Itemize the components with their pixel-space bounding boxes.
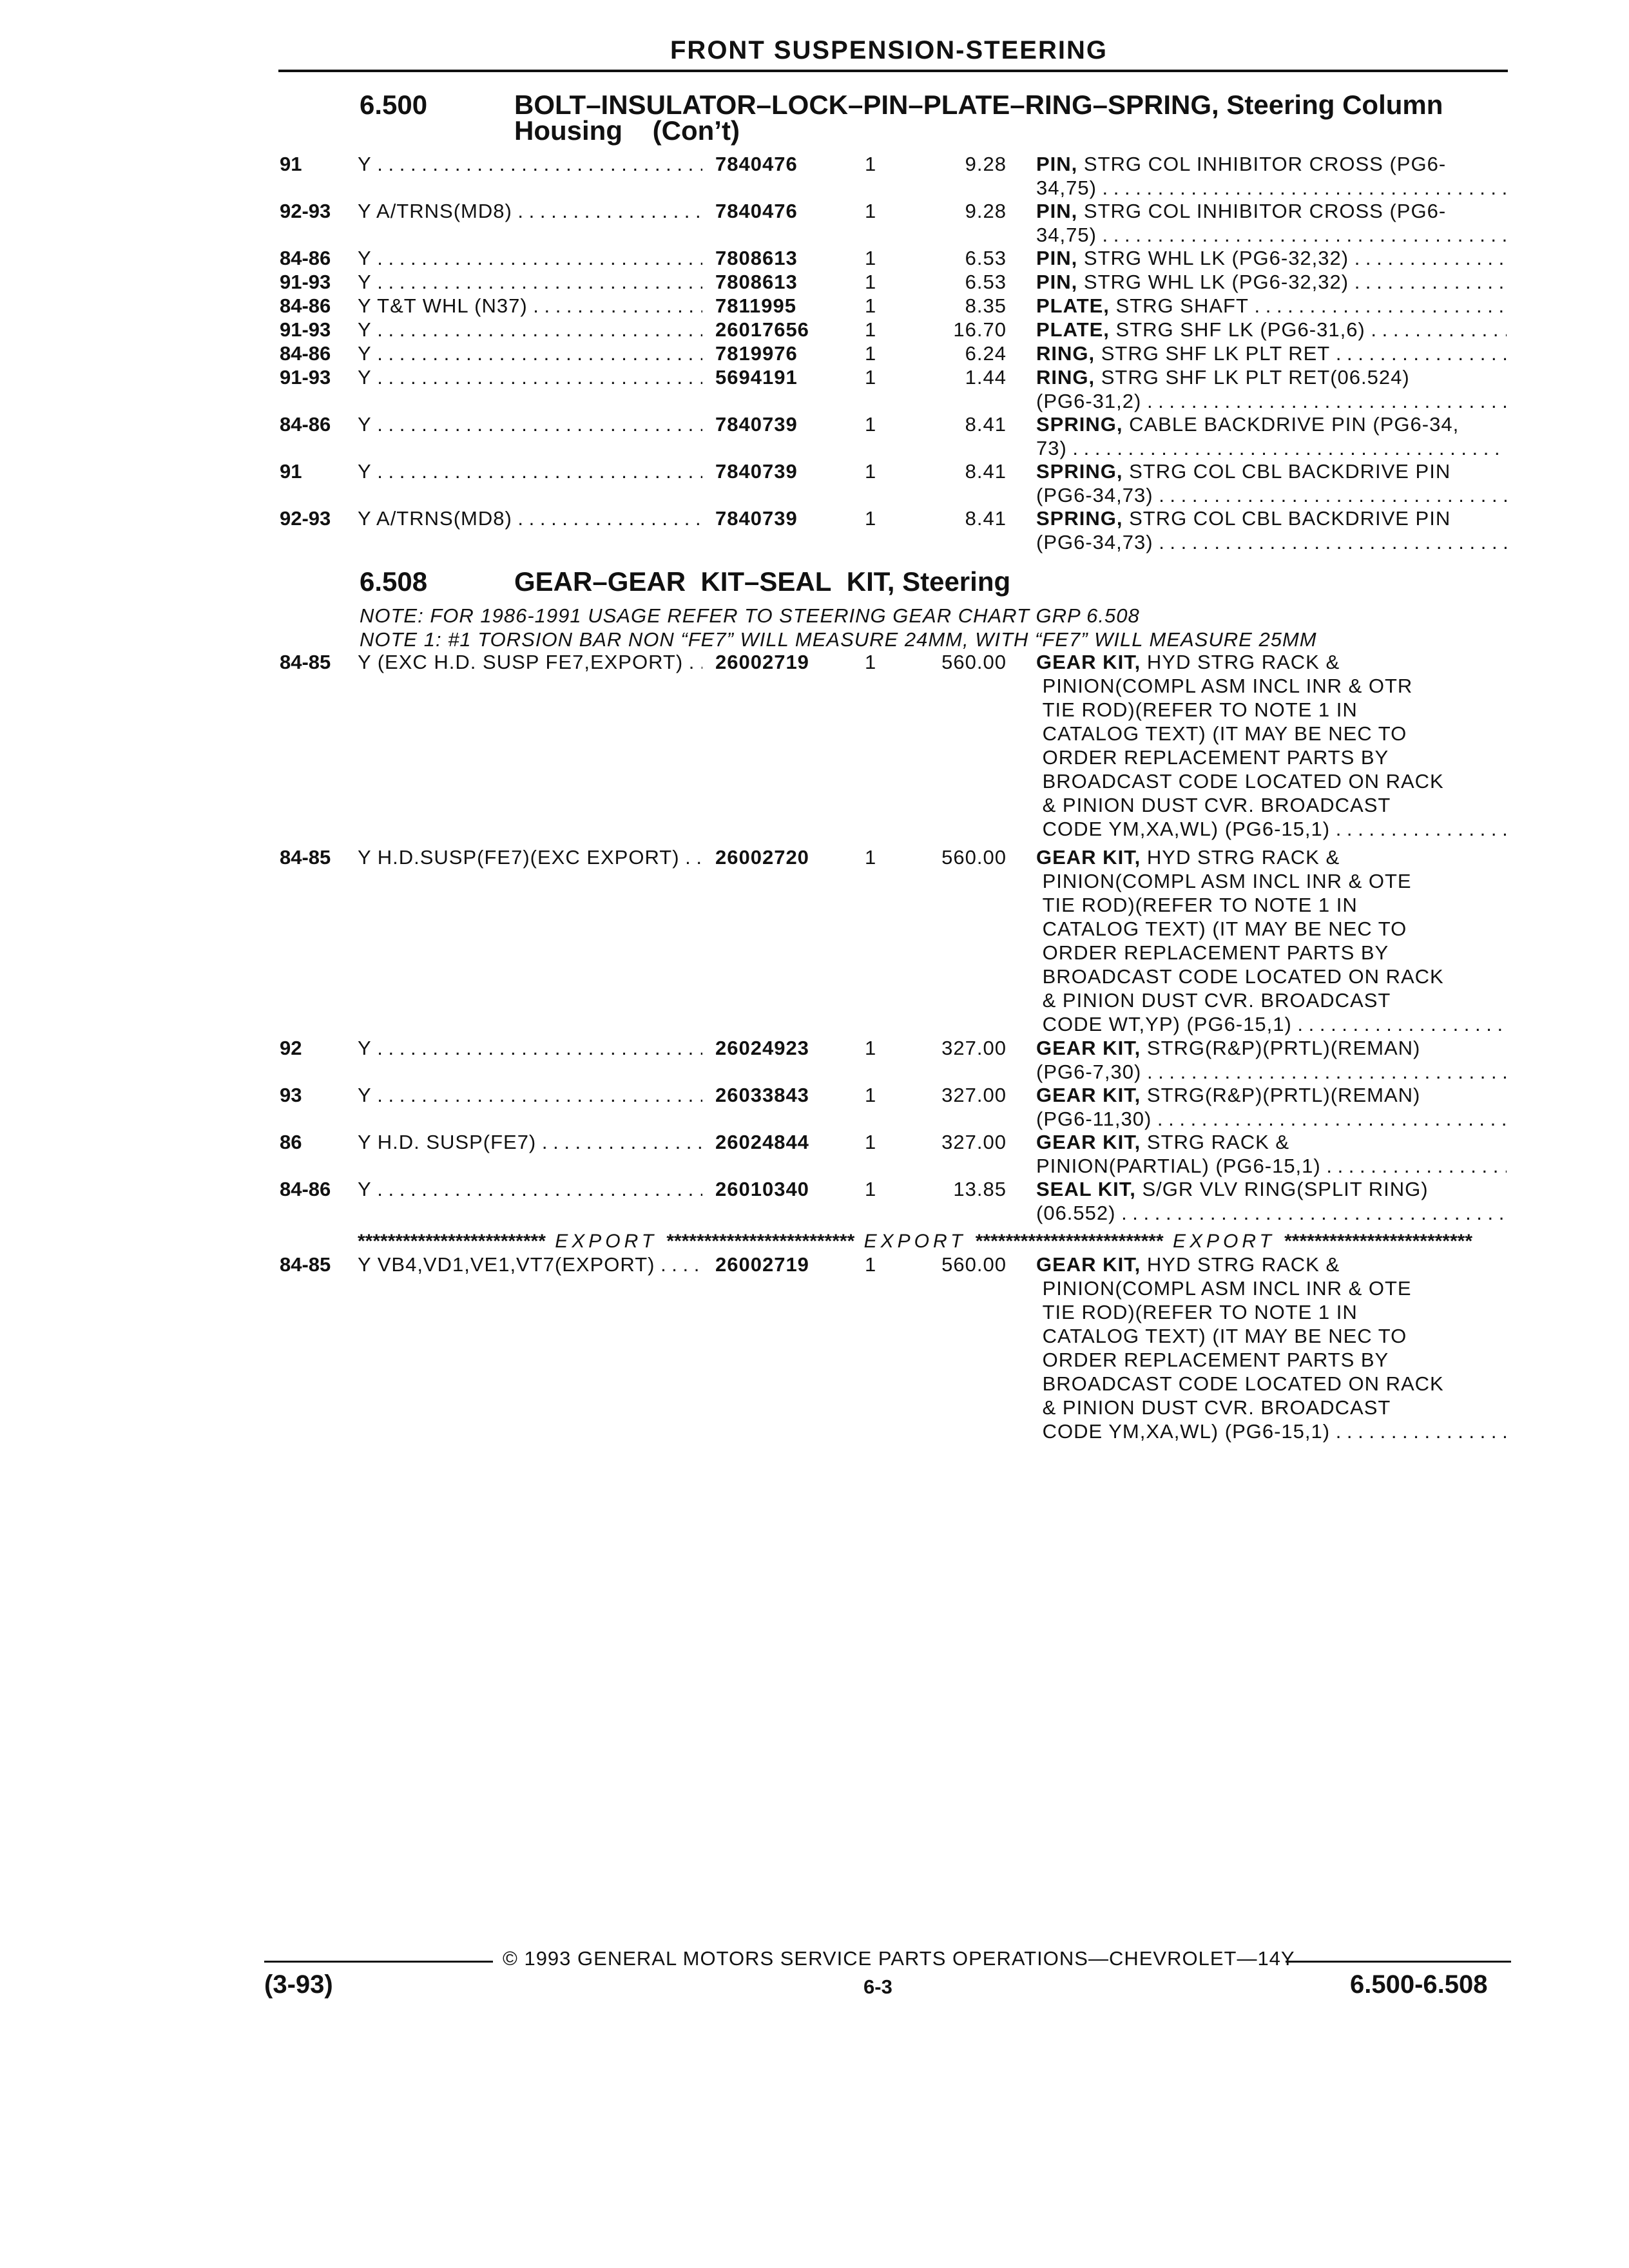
row-part-number: 7840739 — [715, 460, 798, 483]
description-text: CATALOG TEXT) (IT MAY BE NEC TO — [1036, 722, 1407, 745]
row-price: 327.00 — [941, 1084, 1007, 1106]
row-model: Y . . . — [358, 412, 702, 436]
row-model: Y T&T WHL (N37) . . . — [358, 294, 702, 318]
description-text: STRG WHL LK (PG6-32,32) — [1077, 271, 1349, 293]
description-text: STRG SHAFT — [1109, 294, 1249, 317]
row-years: 84-86 — [280, 294, 331, 317]
row-years: 91-93 — [280, 271, 331, 293]
description-text: ORDER REPLACEMENT PARTS BY — [1036, 941, 1389, 964]
description-line — [1036, 1372, 1507, 1396]
export-label: EXPORT — [1172, 1231, 1275, 1252]
row-quantity: 1 — [865, 1253, 876, 1276]
row-model: Y . . . — [358, 365, 702, 389]
row-model: Y . . . — [358, 152, 702, 176]
row-part-number: 26024923 — [715, 1037, 809, 1059]
description-text: & PINION DUST CVR. BROADCAST — [1036, 1396, 1391, 1419]
description-line — [1036, 1012, 1507, 1036]
row-part-number: 26002719 — [715, 651, 809, 673]
row-model: Y . . . — [358, 318, 702, 341]
row-part-number: 7808613 — [715, 271, 798, 293]
part-name: SEAL KIT, — [1036, 1178, 1136, 1200]
row-quantity: 1 — [865, 651, 876, 673]
part-name: PLATE, — [1036, 318, 1110, 341]
row-quantity: 1 — [865, 1037, 876, 1059]
row-description — [1036, 412, 1507, 460]
part-name: PLATE, — [1036, 294, 1110, 317]
description-text: STRG(R&P)(PRTL)(REMAN) — [1141, 1084, 1421, 1106]
row-years: 91 — [280, 153, 302, 175]
row-price: 13.85 — [953, 1178, 1007, 1200]
row-description — [1036, 365, 1507, 413]
description-line — [1036, 893, 1507, 917]
row-quantity: 1 — [865, 271, 876, 293]
row-part-number: 7811995 — [715, 294, 796, 317]
row-years: 84-86 — [280, 247, 331, 269]
row-description — [1036, 1177, 1507, 1225]
description-line — [1036, 917, 1507, 941]
part-name: PIN, — [1036, 247, 1078, 269]
description-line — [1036, 436, 1507, 460]
section-number: 6.508 — [360, 566, 428, 597]
description-line — [1036, 674, 1507, 698]
description-line — [1036, 965, 1507, 988]
description-line — [1036, 1201, 1507, 1225]
row-part-number: 7840739 — [715, 507, 798, 530]
row-quantity: 1 — [865, 247, 876, 269]
description-line — [1036, 365, 1507, 389]
row-part-number: 26010340 — [715, 1178, 809, 1200]
row-years: 84-86 — [280, 1178, 331, 1200]
description-text: & PINION DUST CVR. BROADCAST — [1036, 794, 1391, 816]
description-text: 34,75) — [1036, 177, 1097, 199]
row-years: 84-85 — [280, 846, 331, 869]
description-text: STRG SHF LK (PG6-31,6) — [1109, 318, 1365, 341]
description-text: PINION(PARTIAL) (PG6-15,1) — [1036, 1155, 1321, 1177]
row-description — [1036, 459, 1507, 507]
description-line — [1036, 341, 1507, 365]
row-quantity: 1 — [865, 366, 876, 389]
page-title: FRONT SUSPENSION-STEERING — [670, 36, 1108, 64]
description-line — [1036, 1177, 1507, 1201]
row-model: Y . . . — [358, 459, 702, 483]
footer-copyright: © 1993 GENERAL MOTORS SERVICE PARTS OPERATIONS—CHEVROLET—14Y — [503, 1947, 1295, 1970]
description-line — [1036, 152, 1507, 176]
description-text: STRG COL INHIBITOR CROSS (PG6- — [1077, 200, 1447, 222]
description-line — [1036, 199, 1507, 223]
row-quantity: 1 — [865, 294, 876, 317]
row-model: Y . . . — [358, 270, 702, 294]
description-line — [1036, 1253, 1507, 1276]
description-text: BROADCAST CODE LOCATED ON RACK — [1036, 1372, 1444, 1395]
description-line — [1036, 270, 1507, 294]
part-name: SPRING, — [1036, 413, 1123, 436]
part-name: RING, — [1036, 342, 1095, 365]
description-line — [1036, 745, 1507, 769]
description-text: STRG COL INHIBITOR CROSS (PG6- — [1077, 153, 1447, 175]
description-line — [1036, 483, 1507, 507]
description-text: S/GR VLV RING(SPLIT RING) — [1135, 1178, 1429, 1200]
description-text: (06.552) — [1036, 1202, 1116, 1224]
export-separator — [358, 1231, 1508, 1253]
description-line — [1036, 506, 1507, 530]
row-description — [1036, 650, 1507, 841]
row-part-number: 7808613 — [715, 247, 798, 269]
row-years: 84-86 — [280, 342, 331, 365]
description-line — [1036, 1396, 1507, 1419]
part-name: GEAR KIT, — [1036, 1084, 1141, 1106]
row-part-number: 26024844 — [715, 1131, 809, 1153]
description-line — [1036, 988, 1507, 1012]
part-name: PIN, — [1036, 200, 1078, 222]
row-quantity: 1 — [865, 1131, 876, 1153]
row-quantity: 1 — [865, 413, 876, 436]
description-text: HYD STRG RACK & — [1141, 1253, 1340, 1276]
note-torsion-bar: NOTE 1: #1 TORSION BAR NON “FE7” WILL MEASURE 24MM, WITH “FE7” WILL MEASURE 25MM — [360, 628, 1317, 651]
row-years: 92-93 — [280, 507, 331, 530]
row-years: 93 — [280, 1084, 302, 1106]
part-name: GEAR KIT, — [1036, 1037, 1141, 1059]
part-name: GEAR KIT, — [1036, 846, 1141, 869]
description-text: STRG RACK & — [1141, 1131, 1290, 1153]
description-line — [1036, 318, 1507, 341]
description-line — [1036, 1060, 1507, 1084]
description-text: STRG SHF LK PLT RET — [1095, 342, 1331, 365]
row-price: 6.53 — [965, 271, 1007, 293]
row-price: 6.53 — [965, 247, 1007, 269]
row-price: 560.00 — [941, 846, 1007, 869]
description-text: (PG6-11,30) — [1036, 1108, 1152, 1130]
description-line — [1036, 1276, 1507, 1300]
description-text: CABLE BACKDRIVE PIN (PG6-34, — [1123, 413, 1460, 436]
row-model: Y . . . — [358, 246, 702, 270]
page-number: 6-3 — [863, 1975, 892, 1998]
part-name: RING, — [1036, 366, 1095, 389]
row-years: 92 — [280, 1037, 302, 1059]
row-description — [1036, 1083, 1507, 1131]
description-text: PINION(COMPL ASM INCL INR & OTE — [1036, 1277, 1412, 1300]
part-name: GEAR KIT, — [1036, 1253, 1141, 1276]
section-number: 6.500 — [360, 90, 428, 120]
row-price: 8.41 — [965, 507, 1007, 530]
row-price: 16.70 — [953, 318, 1007, 341]
row-description — [1036, 294, 1507, 318]
row-part-number: 7840739 — [715, 413, 798, 436]
description-text: STRG COL CBL BACKDRIVE PIN — [1123, 507, 1451, 530]
description-text: (PG6-31,2) — [1036, 390, 1142, 412]
row-quantity: 1 — [865, 1178, 876, 1200]
row-years: 84-85 — [280, 1253, 331, 1276]
row-model: Y H.D. SUSP(FE7) . . . — [358, 1130, 702, 1154]
star-divider: ************************* — [358, 1231, 546, 1252]
description-text: BROADCAST CODE LOCATED ON RACK — [1036, 965, 1444, 988]
row-quantity: 1 — [865, 342, 876, 365]
description-text: CODE WT,YP) (PG6-15,1) — [1036, 1013, 1292, 1035]
row-quantity: 1 — [865, 1084, 876, 1106]
row-description — [1036, 341, 1507, 365]
description-line — [1036, 1154, 1507, 1178]
row-quantity: 1 — [865, 153, 876, 175]
description-line — [1036, 530, 1507, 554]
description-line — [1036, 769, 1507, 793]
row-quantity: 1 — [865, 200, 876, 222]
description-line — [1036, 1083, 1507, 1107]
row-description — [1036, 1130, 1507, 1178]
description-line — [1036, 412, 1507, 436]
row-price: 1.44 — [965, 366, 1007, 389]
row-price: 560.00 — [941, 1253, 1007, 1276]
description-line — [1036, 845, 1507, 869]
description-text: 73) — [1036, 437, 1067, 459]
description-line — [1036, 722, 1507, 745]
footer-date: (3-93) — [264, 1970, 333, 1999]
row-model: Y VB4,VD1,VE1,VT7(EXPORT) . . . — [358, 1253, 702, 1276]
row-price: 8.41 — [965, 413, 1007, 436]
row-description — [1036, 506, 1507, 554]
row-years: 92-93 — [280, 200, 331, 222]
description-line — [1036, 1348, 1507, 1372]
description-text: (PG6-34,73) — [1036, 531, 1153, 553]
row-model: Y . . . — [358, 1083, 702, 1107]
row-quantity: 1 — [865, 460, 876, 483]
row-description — [1036, 1036, 1507, 1084]
row-description — [1036, 152, 1507, 200]
description-line — [1036, 389, 1507, 413]
footer-rule — [1286, 1961, 1511, 1963]
export-label: EXPORT — [863, 1231, 967, 1252]
description-line — [1036, 1300, 1507, 1324]
note-usage: NOTE: FOR 1986-1991 USAGE REFER TO STEERING GEAR CHART GRP 6.508 — [360, 604, 1140, 627]
part-name: GEAR KIT, — [1036, 1131, 1141, 1153]
description-text: PINION(COMPL ASM INCL INR & OTE — [1036, 870, 1412, 892]
row-model: Y . . . — [358, 341, 702, 365]
row-description — [1036, 318, 1507, 341]
description-line — [1036, 793, 1507, 817]
description-text: STRG WHL LK (PG6-32,32) — [1077, 247, 1349, 269]
description-text: ORDER REPLACEMENT PARTS BY — [1036, 746, 1389, 769]
row-price: 560.00 — [941, 651, 1007, 673]
part-name: GEAR KIT, — [1036, 651, 1141, 673]
description-line — [1036, 223, 1507, 247]
row-quantity: 1 — [865, 846, 876, 869]
footer-rule — [264, 1961, 493, 1963]
row-model: Y A/TRNS(MD8) . . . — [358, 199, 702, 223]
row-years: 84-85 — [280, 651, 331, 673]
row-part-number: 26017656 — [715, 318, 809, 341]
row-years: 84-86 — [280, 413, 331, 436]
row-years: 86 — [280, 1131, 302, 1153]
description-text: 34,75) — [1036, 224, 1097, 246]
row-description — [1036, 845, 1507, 1036]
row-quantity: 1 — [865, 507, 876, 530]
header-rule — [278, 70, 1508, 72]
description-line — [1036, 1130, 1507, 1154]
section-title-cont: Housing (Con’t) — [514, 115, 740, 146]
row-years: 91-93 — [280, 318, 331, 341]
row-price: 9.28 — [965, 153, 1007, 175]
description-text: TIE ROD)(REFER TO NOTE 1 IN — [1036, 1301, 1358, 1323]
description-text: HYD STRG RACK & — [1141, 846, 1340, 869]
row-part-number: 7819976 — [715, 342, 798, 365]
description-line — [1036, 294, 1507, 318]
description-text: CATALOG TEXT) (IT MAY BE NEC TO — [1036, 918, 1407, 940]
row-price: 327.00 — [941, 1037, 1007, 1059]
row-part-number: 26033843 — [715, 1084, 809, 1106]
description-line — [1036, 1107, 1507, 1131]
row-model: Y . . . — [358, 1036, 702, 1060]
description-text: BROADCAST CODE LOCATED ON RACK — [1036, 770, 1444, 793]
row-price: 8.35 — [965, 294, 1007, 317]
description-text: CATALOG TEXT) (IT MAY BE NEC TO — [1036, 1325, 1407, 1347]
row-years: 91 — [280, 460, 302, 483]
part-name: PIN, — [1036, 153, 1078, 175]
group-range: 6.500-6.508 — [1350, 1970, 1488, 1999]
row-part-number: 5694191 — [715, 366, 798, 389]
star-divider: ************************* — [975, 1231, 1164, 1252]
row-price: 9.28 — [965, 200, 1007, 222]
section-title: GEAR–GEAR KIT–SEAL KIT, Steering — [514, 566, 1011, 597]
description-text: (PG6-34,73) — [1036, 484, 1153, 506]
row-model: Y H.D.SUSP(FE7)(EXC EXPORT) . . . — [358, 845, 702, 869]
row-model: Y A/TRNS(MD8) . . . — [358, 506, 702, 530]
part-name: SPRING, — [1036, 507, 1123, 530]
description-line — [1036, 1324, 1507, 1348]
star-divider: ************************* — [1284, 1231, 1472, 1252]
row-quantity: 1 — [865, 318, 876, 341]
description-text: STRG(R&P)(PRTL)(REMAN) — [1141, 1037, 1421, 1059]
row-part-number: 7840476 — [715, 200, 798, 222]
row-model: Y . . . — [358, 1177, 702, 1201]
part-name: PIN, — [1036, 271, 1078, 293]
row-part-number: 7840476 — [715, 153, 798, 175]
row-part-number: 26002720 — [715, 846, 809, 869]
row-price: 8.41 — [965, 460, 1007, 483]
row-part-number: 26002719 — [715, 1253, 809, 1276]
description-text: STRG COL CBL BACKDRIVE PIN — [1123, 460, 1451, 483]
section-title: BOLT–INSULATOR–LOCK–PIN–PLATE–RING–SPRING, Steering Column — [514, 90, 1443, 120]
description-text: STRG SHF LK PLT RET(06.524) — [1095, 366, 1410, 389]
description-line — [1036, 176, 1507, 200]
description-line — [1036, 941, 1507, 965]
description-text: PINION(COMPL ASM INCL INR & OTR — [1036, 675, 1413, 697]
row-description — [1036, 246, 1507, 270]
row-years: 91-93 — [280, 366, 331, 389]
description-text: CODE YM,XA,WL) (PG6-15,1) — [1036, 1420, 1331, 1443]
description-line — [1036, 650, 1507, 674]
row-price: 6.24 — [965, 342, 1007, 365]
row-price: 327.00 — [941, 1131, 1007, 1153]
description-text: HYD STRG RACK & — [1141, 651, 1340, 673]
description-text: (PG6-7,30) — [1036, 1061, 1142, 1083]
description-text: TIE ROD)(REFER TO NOTE 1 IN — [1036, 894, 1358, 916]
description-line — [1036, 869, 1507, 893]
row-model: Y (EXC H.D. SUSP FE7,EXPORT) . . . — [358, 650, 702, 674]
description-line — [1036, 698, 1507, 722]
description-line — [1036, 817, 1507, 841]
description-line — [1036, 1419, 1507, 1443]
row-description — [1036, 199, 1507, 247]
description-text: ORDER REPLACEMENT PARTS BY — [1036, 1349, 1389, 1371]
description-text: CODE YM,XA,WL) (PG6-15,1) — [1036, 818, 1331, 840]
part-name: SPRING, — [1036, 460, 1123, 483]
export-label: EXPORT — [555, 1231, 658, 1252]
row-description — [1036, 1253, 1507, 1443]
description-line — [1036, 459, 1507, 483]
star-divider: ************************* — [666, 1231, 855, 1252]
description-text: TIE ROD)(REFER TO NOTE 1 IN — [1036, 698, 1358, 721]
description-text: & PINION DUST CVR. BROADCAST — [1036, 989, 1391, 1012]
description-line — [1036, 1036, 1507, 1060]
description-line — [1036, 246, 1507, 270]
row-description — [1036, 270, 1507, 294]
